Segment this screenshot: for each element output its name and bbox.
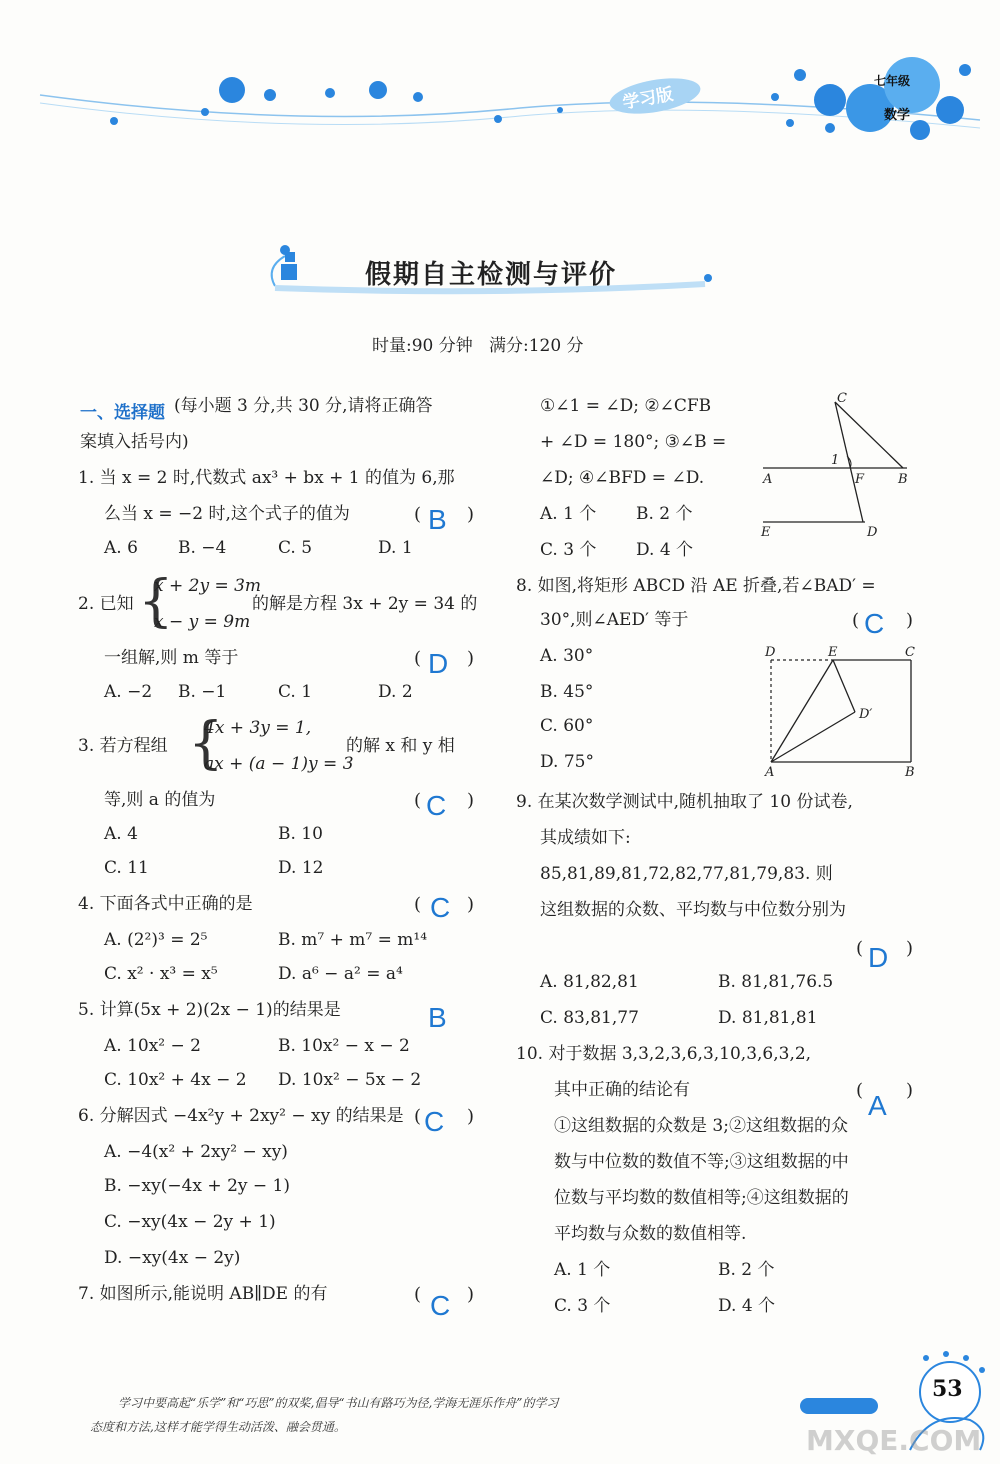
q3-bracket-open: (	[414, 790, 422, 811]
q2-bracket-open: (	[414, 648, 422, 669]
q5-answer: B	[428, 1002, 447, 1033]
q3-option-a: A. 4	[104, 824, 138, 844]
header-subject: 数学	[884, 108, 911, 123]
q6-answer: C	[424, 1106, 445, 1137]
q8-label-b: B	[905, 765, 915, 780]
q4-option-d: D. a⁶ − a² = a⁴	[278, 964, 403, 984]
q3-brace: {	[188, 711, 224, 776]
watermark: MXQE.COM	[806, 1424, 982, 1457]
q8-answer: C	[864, 608, 885, 639]
q2-bracket-close: )	[467, 648, 475, 669]
q7-line1: 7. 如图所示,能说明 AB∥DE 的有	[78, 1284, 328, 1304]
q6-option-a: A. −4(x² + 2xy² − xy)	[104, 1142, 288, 1162]
q1-option-d: D. 1	[378, 538, 413, 558]
q2-answer: D	[428, 648, 449, 679]
page-number: 53	[932, 1376, 963, 1402]
q3-sys2: ax + (a − 1)y = 3	[204, 754, 354, 774]
q4-option-b: B. m⁷ + m⁷ = m¹⁴	[278, 930, 428, 950]
q2-sys1: x + 2y = 3m	[154, 576, 262, 596]
q9-line3: 85,81,89,81,72,82,77,81,79,83. 则	[540, 864, 833, 884]
q9-answer: D	[868, 942, 889, 973]
q8-bracket-open: (	[852, 610, 860, 631]
q10-line1: 10. 对于数据 3,3,2,3,6,3,10,3,6,3,2,	[516, 1044, 812, 1064]
q7-option-c: C. 3 个	[540, 540, 597, 560]
header-badge: 学习版	[621, 84, 675, 114]
q8-label-d: D	[765, 645, 776, 660]
q5-line1: 5. 计算(5x + 2)(2x − 1)的结果是	[78, 1000, 341, 1020]
q2-line2: 一组解,则 m 等于	[104, 648, 239, 668]
section-note-2: 案填入括号内)	[80, 432, 189, 452]
q3-option-d: D. 12	[278, 858, 324, 878]
q2-option-a: A. −2	[104, 682, 153, 702]
q8-bracket-close: )	[906, 610, 914, 631]
q2-sys2: x − y = 9m	[154, 612, 251, 632]
q6-bracket-close: )	[467, 1106, 475, 1127]
q8-option-b: B. 45°	[540, 682, 594, 702]
q8-line2: 30°,则∠AED′ 等于	[540, 610, 689, 630]
q10-statement-4: 平均数与众数的数值相等.	[554, 1224, 747, 1244]
q6-option-b: B. −xy(−4x + 2y − 1)	[104, 1176, 290, 1196]
q7-cond2: + ∠D = 180°; ③∠B =	[540, 432, 727, 452]
q1-bracket-open: (	[414, 504, 422, 525]
q10-bracket-open: (	[856, 1080, 864, 1101]
q10-option-d: D. 4 个	[718, 1296, 776, 1316]
q9-bracket-close: )	[906, 938, 914, 959]
q10-statement-2: 数与中位数的数值不等;③这组数据的中	[554, 1152, 849, 1172]
q7-option-d: D. 4 个	[636, 540, 694, 560]
footer-line-2: 态度和方法,这样才能学得生动活泼、融会贯通。	[90, 1420, 346, 1434]
q10-line2: 其中正确的结论有	[554, 1080, 690, 1100]
q9-option-b: B. 81,81,76.5	[718, 972, 834, 992]
q9-bracket-open: (	[856, 938, 864, 959]
header-bubbles	[0, 0, 1000, 170]
q4-bracket-open: (	[414, 894, 422, 915]
q3-line2: 等,则 a 的值为	[104, 790, 216, 810]
q3-option-c: C. 11	[104, 858, 149, 878]
q2-option-b: B. −1	[178, 682, 227, 702]
q7-label-d: D	[867, 525, 878, 540]
q5-option-c: C. 10x² + 4x − 2	[104, 1070, 247, 1090]
q10-option-b: B. 2 个	[718, 1260, 775, 1280]
q2-option-d: D. 2	[378, 682, 413, 702]
q6-option-d: D. −xy(4x − 2y)	[104, 1248, 241, 1268]
section-note: (每小题 3 分,共 30 分,请将正确答	[174, 396, 433, 416]
q7-label-b: B	[898, 472, 908, 487]
q9-line4: 这组数据的众数、平均数与中位数分别为	[540, 900, 846, 920]
q8-label-a: A	[765, 765, 775, 780]
q7-label-c: C	[837, 391, 847, 406]
q7-bracket-close: )	[467, 1284, 475, 1305]
q4-option-c: C. x² · x³ = x⁵	[104, 964, 218, 984]
q10-statement-3: 位数与平均数的数值相等;④这组数据的	[554, 1188, 849, 1208]
q7-option-a: A. 1 个	[540, 504, 597, 524]
q7-option-b: B. 2 个	[636, 504, 693, 524]
q2-option-c: C. 1	[278, 682, 313, 702]
q3-bracket-close: )	[467, 790, 475, 811]
page-title: 假期自主检测与评价	[365, 260, 618, 290]
q3-answer: C	[426, 790, 447, 821]
q1-bracket-close: )	[467, 504, 475, 525]
q1-option-c: C. 5	[278, 538, 313, 558]
q2-suffix: 的解是方程 3x + 2y = 34 的	[252, 594, 478, 614]
q9-option-c: C. 83,81,77	[540, 1008, 639, 1028]
q7-label-1: 1	[831, 453, 840, 468]
q7-cond3: ∠D; ④∠BFD = ∠D.	[540, 468, 705, 488]
header-grade: 七年级	[874, 74, 911, 88]
q7-answer: C	[430, 1290, 451, 1321]
section-label: 一、选择题	[80, 403, 165, 423]
q1-line1: 1. 当 x = 2 时,代数式 ax³ + bx + 1 的值为 6,那	[78, 468, 455, 488]
q4-option-a: A. (2²)³ = 2⁵	[104, 930, 208, 950]
q8-label-c: C	[905, 645, 915, 660]
footer-line-1: 学习中要高起“乐学”和“巧思”的双桨,倡导“书山有路巧为径,学海无涯乐作舟”的学习	[118, 1396, 559, 1410]
q8-option-d: D. 75°	[540, 752, 594, 772]
q10-option-c: C. 3 个	[554, 1296, 611, 1316]
q1-option-a: A. 6	[104, 538, 138, 558]
q8-line1: 8. 如图,将矩形 ABCD 沿 AE 折叠,若∠BAD′ =	[516, 576, 876, 596]
q8-figure	[755, 640, 925, 780]
q7-cond1: ①∠1 = ∠D; ②∠CFB	[540, 396, 712, 416]
q7-figure	[755, 390, 925, 540]
q7-bracket-open: (	[414, 1284, 422, 1305]
q2-prefix: 2. 已知	[78, 594, 134, 614]
q7-label-a: A	[763, 472, 773, 487]
q10-statement-1: ①这组数据的众数是 3;②这组数据的众	[554, 1116, 848, 1136]
q3-suffix: 的解 x 和 y 相	[346, 736, 455, 756]
q10-bracket-close: )	[906, 1080, 914, 1101]
q6-option-c: C. −xy(4x − 2y + 1)	[104, 1212, 276, 1232]
q8-option-a: A. 30°	[540, 646, 594, 666]
q7-label-e: E	[761, 525, 771, 540]
q8-option-c: C. 60°	[540, 716, 594, 736]
q10-option-a: A. 1 个	[554, 1260, 611, 1280]
q3-sys1: 4x + 3y = 1,	[204, 718, 312, 738]
q3-option-b: B. 10	[278, 824, 323, 844]
q7-label-f: F	[855, 472, 865, 487]
q5-option-a: A. 10x² − 2	[104, 1036, 201, 1056]
q3-prefix: 3. 若方程组	[78, 736, 168, 756]
q9-line2: 其成绩如下:	[540, 828, 631, 848]
exam-meta: 时量:90 分钟 满分:120 分	[372, 336, 584, 356]
q5-option-d: D. 10x² − 5x − 2	[278, 1070, 422, 1090]
q1-line2: 么当 x = −2 时,这个式子的值为	[104, 504, 350, 524]
q4-line1: 4. 下面各式中正确的是	[78, 894, 253, 914]
q8-label-e: E	[828, 645, 838, 660]
q9-option-d: D. 81,81,81	[718, 1008, 818, 1028]
q1-answer: B	[428, 504, 447, 535]
q5-option-b: B. 10x² − x − 2	[278, 1036, 410, 1056]
q4-bracket-close: )	[467, 894, 475, 915]
q2-brace: {	[138, 569, 174, 634]
q9-option-a: A. 81,82,81	[540, 972, 639, 992]
q4-answer: C	[430, 892, 451, 923]
q10-answer: A	[868, 1090, 887, 1121]
q1-option-b: B. −4	[178, 538, 227, 558]
q6-line1: 6. 分解因式 −4x²y + 2xy² − xy 的结果是	[78, 1106, 404, 1126]
q8-label-d-prime: D′	[859, 707, 873, 722]
q9-line1: 9. 在某次数学测试中,随机抽取了 10 份试卷,	[516, 792, 853, 812]
q6-bracket-open: (	[414, 1106, 422, 1127]
